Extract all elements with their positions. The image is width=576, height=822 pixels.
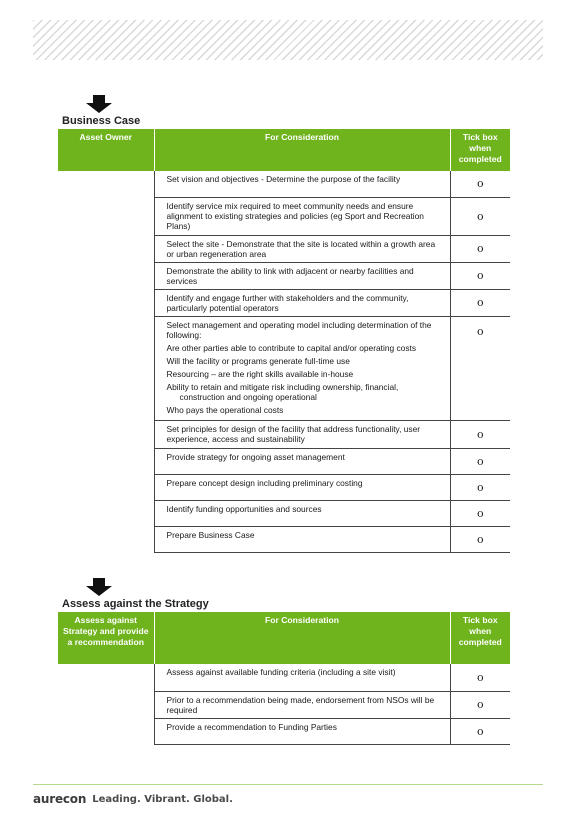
checkbox-icon: o <box>476 698 484 711</box>
sub-item: Are other parties able to contribute to capital and/or operating costs <box>166 342 417 353</box>
consideration-text: Set vision and objectives - Determine the purpose of the facility <box>154 171 450 197</box>
column-header-for-consideration: For Consideration <box>154 129 450 171</box>
footer-tagline: Leading. Vibrant. Global. <box>92 793 233 805</box>
consideration-text: Select management and operating model including determination of the following: <box>166 319 432 340</box>
tick-box[interactable] <box>450 197 510 235</box>
assess-strategy-table <box>58 612 510 745</box>
checkbox-icon: o <box>476 532 484 546</box>
consideration-text: Select the site - Demonstrate that the site is located within a growth area or urban regeneration area <box>154 235 450 262</box>
sub-item: Who pays the operational costs <box>166 404 284 415</box>
header-pattern-band <box>33 20 543 60</box>
checkbox-icon: o <box>476 427 484 441</box>
asset-owner-cell <box>58 171 154 552</box>
business-case-section <box>58 95 510 553</box>
consideration-text: Prior to a recommendation being made, endorsement from NSOs will be required <box>154 691 450 718</box>
checkbox-icon: o <box>476 269 484 282</box>
checkbox-icon: o <box>476 209 484 223</box>
checkbox-icon: o <box>476 242 484 255</box>
assess-strategy-section <box>58 578 510 745</box>
column-header-for-consideration: For Consideration <box>154 612 450 664</box>
tick-box[interactable] <box>450 235 510 262</box>
consideration-text: Prepare Business Case <box>154 526 450 552</box>
checkbox-icon: o <box>476 324 484 338</box>
column-header-asset-owner: Asset Owner <box>58 129 154 171</box>
tick-box[interactable] <box>450 289 510 316</box>
tick-box[interactable] <box>450 664 510 691</box>
sub-item: Ability to retain and mitigate risk including ownership, financial, construction and ongoing operational <box>166 381 399 402</box>
tick-box[interactable] <box>450 316 510 420</box>
checkbox-icon: o <box>476 724 484 738</box>
consideration-text: Assess against available funding criteria (including a site visit) <box>154 664 450 691</box>
checkbox-icon: o <box>476 296 484 309</box>
consideration-text: Prepare concept design including preliminary costing <box>154 474 450 500</box>
assess-owner-cell <box>58 664 154 744</box>
tick-box[interactable] <box>450 718 510 744</box>
section-title: Assess against the Strategy <box>62 598 209 610</box>
consideration-text: Provide strategy for ongoing asset management <box>154 448 450 474</box>
checkbox-icon: o <box>476 177 484 191</box>
consideration-text: Set principles for design of the facility that address functionality, user experience, access and sustainability <box>154 420 450 448</box>
consideration-text: Demonstrate the ability to link with adjacent or nearby facilities and services <box>154 262 450 289</box>
footer <box>33 792 233 806</box>
tick-box[interactable] <box>450 420 510 448</box>
checkbox-icon: o <box>476 454 484 468</box>
consideration-text: Identify funding opportunities and sources <box>154 500 450 526</box>
tick-box[interactable] <box>450 526 510 552</box>
aurecon-logo: aurecon <box>33 792 87 806</box>
business-case-table <box>58 129 510 553</box>
table-row <box>58 664 510 691</box>
consideration-text: Provide a recommendation to Funding Parties <box>154 718 450 744</box>
consideration-text-multi <box>154 316 450 420</box>
column-header-tick-box: Tick box when completed <box>450 129 510 171</box>
consideration-text: Identify and engage further with stakeholders and the community, particularly potential operators <box>154 289 450 316</box>
tick-box[interactable] <box>450 474 510 500</box>
tick-box[interactable] <box>450 500 510 526</box>
tick-box[interactable] <box>450 448 510 474</box>
tick-box[interactable] <box>450 691 510 718</box>
sub-item: Resourcing – are the right skills available in-house <box>166 368 354 379</box>
section-title: Business Case <box>62 115 141 127</box>
tick-box[interactable] <box>450 262 510 289</box>
table-row <box>58 171 510 197</box>
checkbox-icon: o <box>476 480 484 494</box>
sub-item: Will the facility or programs generate full-time use <box>166 355 350 366</box>
checkbox-icon: o <box>476 506 484 520</box>
column-header-assess-against-strategy: Assess against Strategy and provide a recommendation <box>58 612 154 664</box>
tick-box[interactable] <box>450 171 510 197</box>
arrow-down-icon <box>86 578 112 596</box>
checkbox-icon: o <box>476 670 484 684</box>
column-header-tick-box: Tick box when completed <box>450 612 510 664</box>
consideration-text: Identify service mix required to meet community needs and ensure alignment to existing strategies and policies (eg Sport and Recreation Plans) <box>154 197 450 235</box>
footer-divider <box>33 784 543 785</box>
arrow-down-icon <box>86 95 112 113</box>
